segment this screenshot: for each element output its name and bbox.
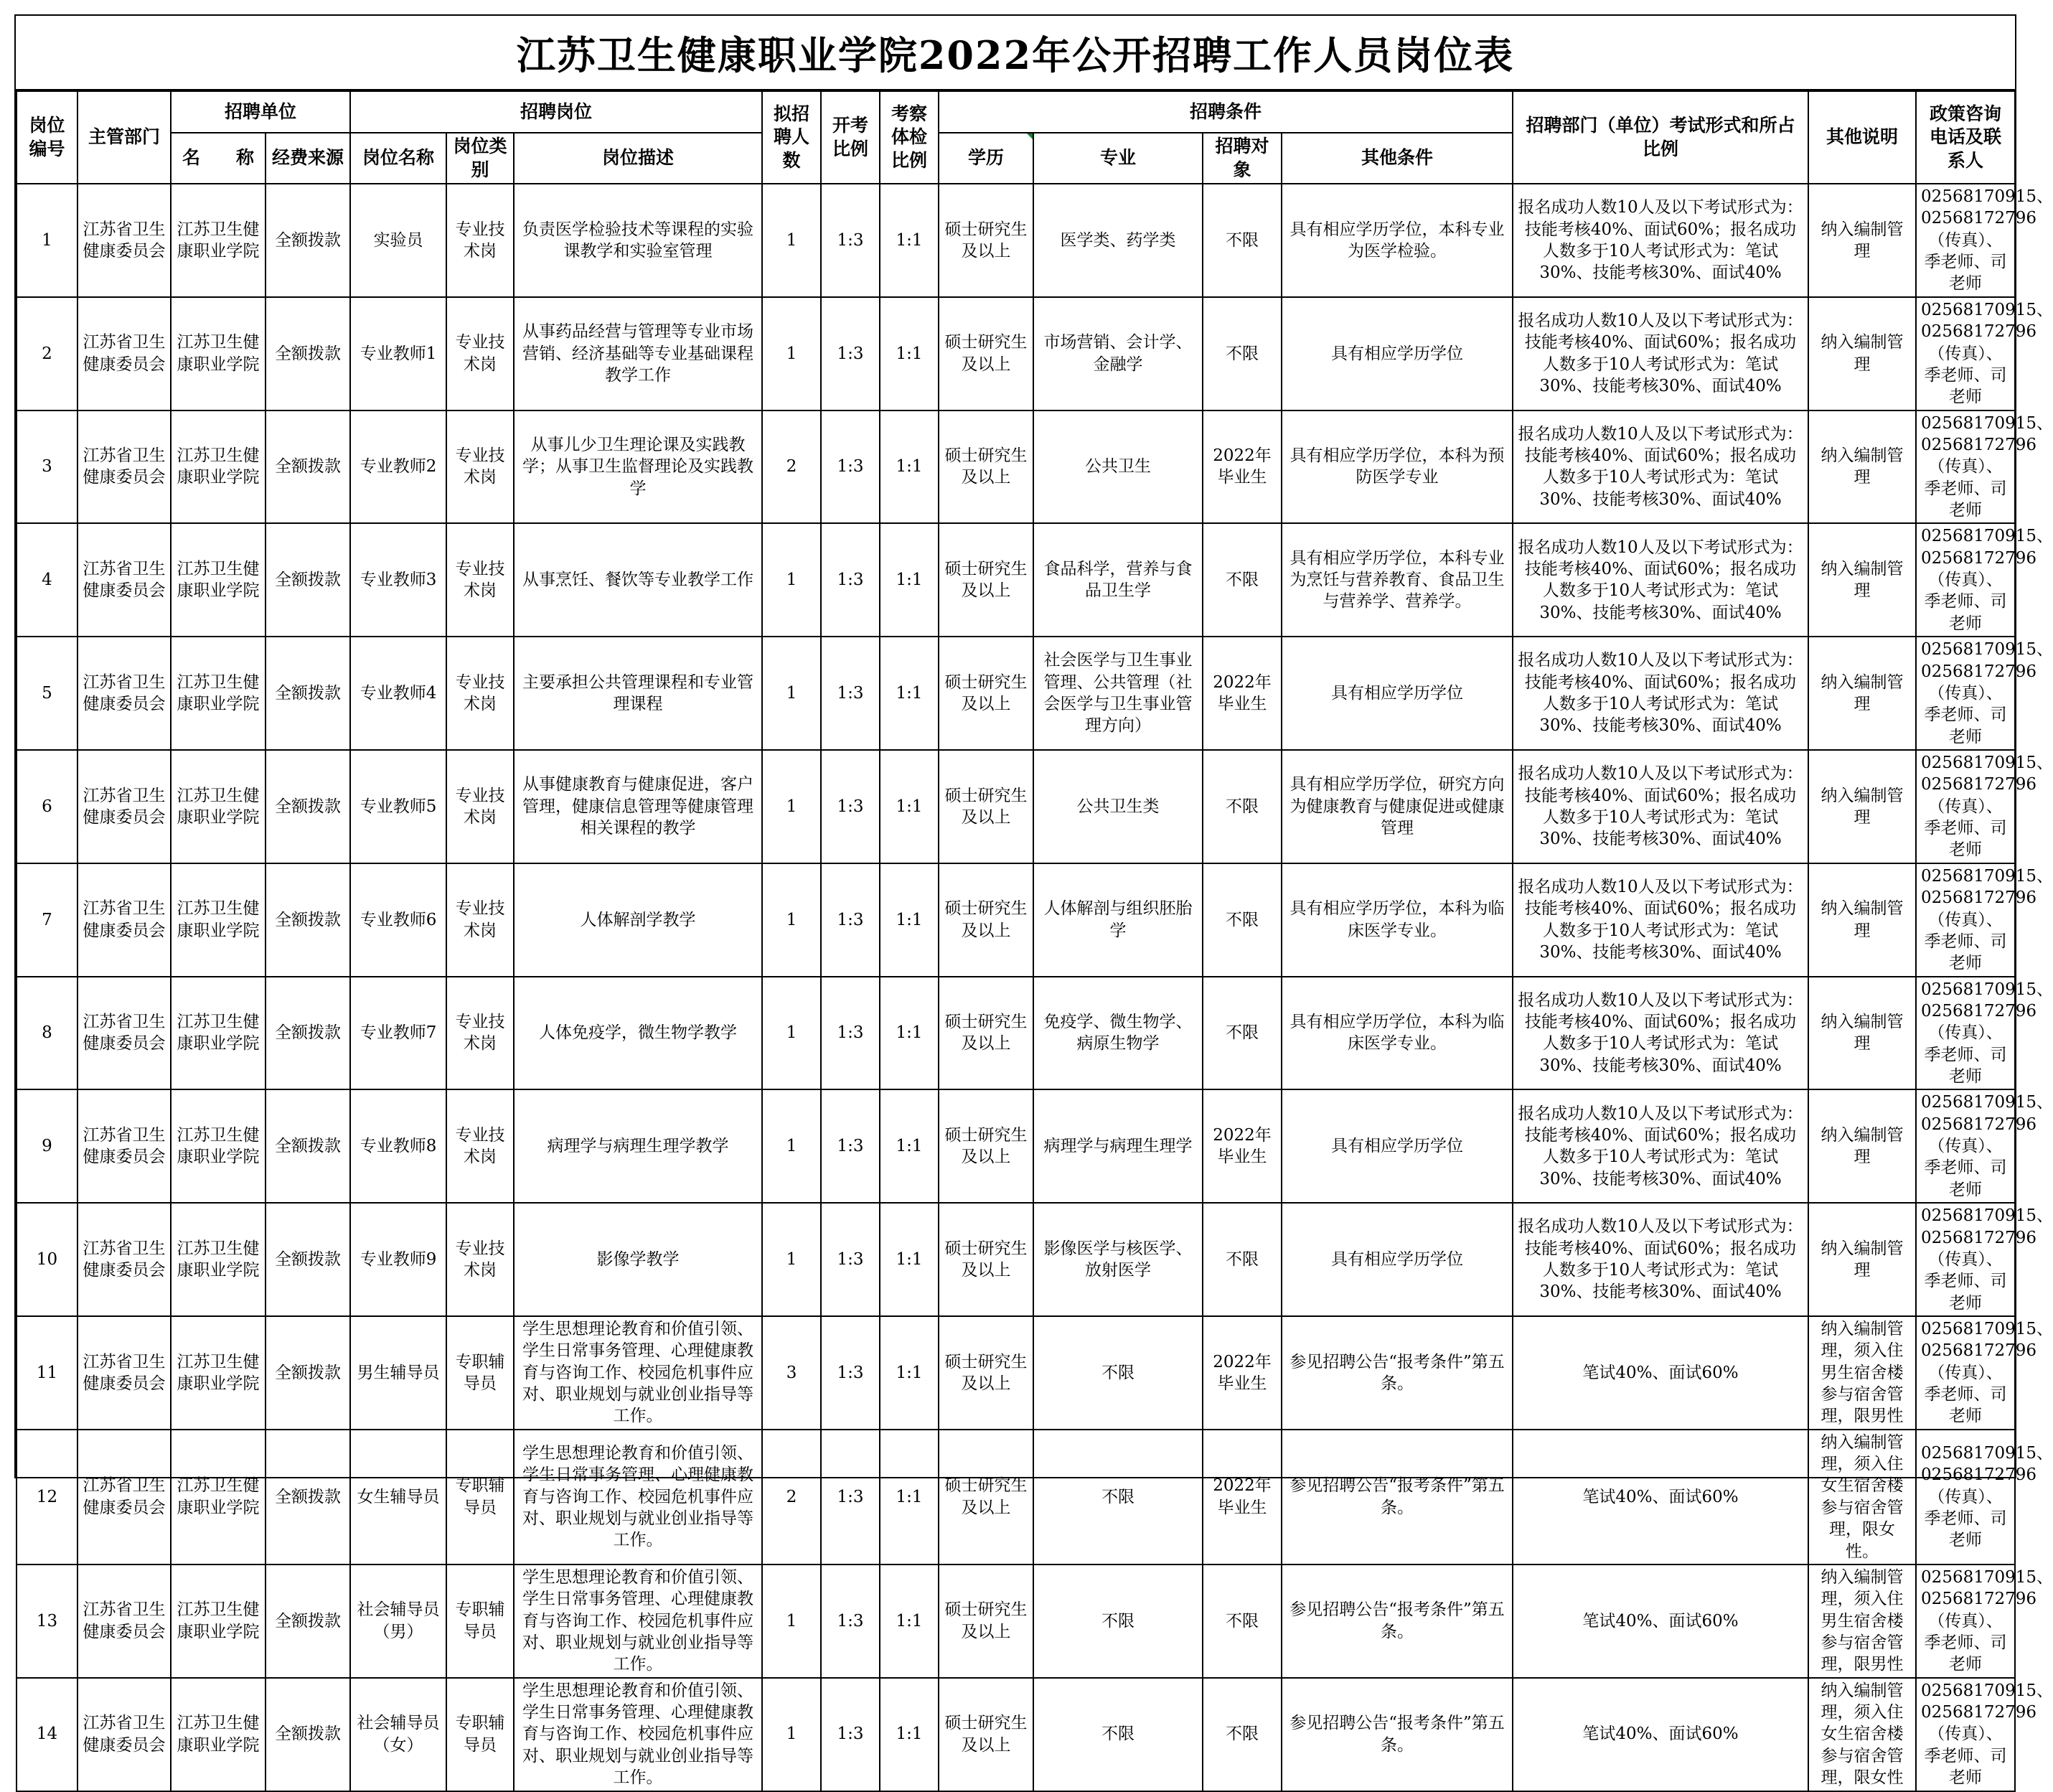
cell-target: 2022年毕业生: [1203, 637, 1282, 750]
cell-other-conditions: 参见招聘公告“报考条件”第五条。: [1282, 1678, 1513, 1791]
cell-target: 不限: [1203, 1203, 1282, 1316]
cell-post-desc: 学生思想理论教育和价值引领、学生日常事务管理、心理健康教育与咨询工作、校园危机事件应对、职业规划与就业创业指导等工作。: [514, 1430, 762, 1565]
cell-department: 江苏省卫生健康委员会: [77, 977, 171, 1090]
cell-contact: 02568170915、02568172796（传真）、季老师、司老师: [1916, 1316, 2015, 1430]
header-ratio: 开考比例: [821, 91, 880, 184]
cell-major: 病理学与病理生理学: [1033, 1089, 1203, 1203]
cell-major: 不限: [1033, 1565, 1203, 1678]
table-row: [17, 637, 2015, 750]
cell-funding: 全额拨款: [266, 863, 350, 977]
cell-post-desc: 从事药品经营与管理等专业市场营销、经济基础等专业基础课程教学工作: [514, 297, 762, 411]
cell-post-no: 1: [17, 184, 77, 297]
cell-post-name: 专业教师9: [350, 1203, 446, 1316]
cell-post-type: 专职辅导员: [446, 1565, 514, 1678]
cell-unit-name: 江苏卫生健康职业学院: [171, 863, 266, 977]
cell-note: 纳入编制管理: [1808, 523, 1916, 637]
cell-post-no: 11: [17, 1316, 77, 1430]
cell-post-desc: 学生思想理论教育和价值引领、学生日常事务管理、心理健康教育与咨询工作、校园危机事件应对、职业规划与就业创业指导等工作。: [514, 1565, 762, 1678]
cell-post-name: 专业教师3: [350, 523, 446, 637]
cell-exam-ratio: 1:1: [880, 1678, 939, 1791]
cell-funding: 全额拨款: [266, 184, 350, 297]
cell-note: 纳入编制管理: [1808, 863, 1916, 977]
cell-ratio: 1:3: [821, 523, 880, 637]
cell-exam-form: 报名成功人数10人及以下考试形式为：技能考核40%、面试60%；报名成功人数多于10人考试形式为：笔试30%、技能考核30%、面试40%: [1513, 297, 1808, 411]
table-row: [17, 184, 2015, 297]
cell-post-no: 14: [17, 1678, 77, 1791]
cell-exam-ratio: 1:1: [880, 863, 939, 977]
cell-unit-name: 江苏卫生健康职业学院: [171, 1316, 266, 1430]
cell-contact: 02568170915、02568172796（传真）、季老师、司老师: [1916, 1565, 2015, 1678]
cell-note: 纳入编制管理: [1808, 411, 1916, 524]
header-education: 学历: [939, 133, 1033, 184]
cell-exam-form: 报名成功人数10人及以下考试形式为：技能考核40%、面试60%；报名成功人数多于10人考试形式为：笔试30%、技能考核30%、面试40%: [1513, 977, 1808, 1090]
cell-education: 硕士研究生及以上: [939, 1203, 1033, 1316]
cell-ratio: 1:3: [821, 184, 880, 297]
cell-note: 纳入编制管理，须入住女生宿舍楼参与宿舍管理，限女性。: [1808, 1430, 1916, 1565]
cell-ratio: 1:3: [821, 863, 880, 977]
cell-post-name: 专业教师7: [350, 977, 446, 1090]
cell-count: 2: [762, 411, 821, 524]
cell-unit-name: 江苏卫生健康职业学院: [171, 1565, 266, 1678]
header-note: 其他说明: [1808, 91, 1916, 184]
cell-funding: 全额拨款: [266, 297, 350, 411]
cell-count: 1: [762, 1678, 821, 1791]
cell-post-type: 专业技术岗: [446, 637, 514, 750]
table-row: [17, 411, 2015, 524]
cell-exam-ratio: 1:1: [880, 1089, 939, 1203]
cell-department: 江苏省卫生健康委员会: [77, 863, 171, 977]
header-contact: 政策咨询电话及联系人: [1916, 91, 2015, 184]
cell-exam-form: 报名成功人数10人及以下考试形式为：技能考核40%、面试60%；报名成功人数多于10人考试形式为：笔试30%、技能考核30%、面试40%: [1513, 750, 1808, 863]
cell-exam-ratio: 1:1: [880, 1430, 939, 1565]
cell-funding: 全额拨款: [266, 977, 350, 1090]
cell-other-conditions: 具有相应学历学位，研究方向为健康教育与健康促进或健康管理: [1282, 750, 1513, 863]
cell-exam-ratio: 1:1: [880, 523, 939, 637]
cell-exam-form: 笔试40%、面试60%: [1513, 1565, 1808, 1678]
cell-count: 3: [762, 1316, 821, 1430]
cell-target: 不限: [1203, 750, 1282, 863]
cell-department: 江苏省卫生健康委员会: [77, 184, 171, 297]
cell-exam-form: 报名成功人数10人及以下考试形式为：技能考核40%、面试60%；报名成功人数多于10人考试形式为：笔试30%、技能考核30%、面试40%: [1513, 1203, 1808, 1316]
cell-target: 2022年毕业生: [1203, 1316, 1282, 1430]
cell-other-conditions: 具有相应学历学位，本科专业为医学检验。: [1282, 184, 1513, 297]
cell-department: 江苏省卫生健康委员会: [77, 297, 171, 411]
header-post-name: 岗位名称: [350, 133, 446, 184]
cell-target: 不限: [1203, 863, 1282, 977]
table-row: [17, 1316, 2015, 1430]
cell-exam-ratio: 1:1: [880, 411, 939, 524]
cell-other-conditions: 具有相应学历学位: [1282, 1203, 1513, 1316]
cell-ratio: 1:3: [821, 297, 880, 411]
cell-note: 纳入编制管理，须入住男生宿舍楼参与宿舍管理，限男性: [1808, 1565, 1916, 1678]
cell-funding: 全额拨款: [266, 411, 350, 524]
cell-count: 1: [762, 637, 821, 750]
cell-count: 1: [762, 1565, 821, 1678]
cell-education: 硕士研究生及以上: [939, 1089, 1033, 1203]
cell-post-name: 专业教师1: [350, 297, 446, 411]
cell-education: 硕士研究生及以上: [939, 523, 1033, 637]
cell-post-no: 6: [17, 750, 77, 863]
cell-ratio: 1:3: [821, 977, 880, 1090]
cell-contact: 02568170915、02568172796（传真）、季老师、司老师: [1916, 297, 2015, 411]
cell-exam-form: 笔试40%、面试60%: [1513, 1678, 1808, 1791]
header-unit-group: 招聘单位: [171, 91, 350, 133]
cell-ratio: 1:3: [821, 750, 880, 863]
cell-note: 纳入编制管理，须入住女生宿舍楼参与宿舍管理，限女性: [1808, 1678, 1916, 1791]
cell-post-no: 13: [17, 1565, 77, 1678]
cell-post-type: 专职辅导员: [446, 1316, 514, 1430]
cell-count: 1: [762, 750, 821, 863]
cell-target: 2022年毕业生: [1203, 1089, 1282, 1203]
cell-post-desc: 病理学与病理生理学教学: [514, 1089, 762, 1203]
cell-unit-name: 江苏卫生健康职业学院: [171, 1678, 266, 1791]
cell-major: 社会医学与卫生事业管理、公共管理（社会医学与卫生事业管理方向）: [1033, 637, 1203, 750]
cell-post-name: 实验员: [350, 184, 446, 297]
cell-post-desc: 主要承担公共管理课程和专业管理课程: [514, 637, 762, 750]
cell-other-conditions: 具有相应学历学位: [1282, 637, 1513, 750]
cell-count: 1: [762, 184, 821, 297]
cell-post-no: 9: [17, 1089, 77, 1203]
cell-post-type: 专业技术岗: [446, 523, 514, 637]
cell-post-no: 12: [17, 1430, 77, 1565]
recruitment-table: [16, 90, 2053, 1792]
cell-unit-name: 江苏卫生健康职业学院: [171, 411, 266, 524]
cell-unit-name: 江苏卫生健康职业学院: [171, 1203, 266, 1316]
cell-contact: 02568170915、02568172796（传真）、季老师、司老师: [1916, 411, 2015, 524]
cell-note: 纳入编制管理: [1808, 977, 1916, 1090]
cell-count: 2: [762, 1430, 821, 1565]
header-count: 拟招聘人数: [762, 91, 821, 184]
cell-post-no: 2: [17, 297, 77, 411]
cell-note: 纳入编制管理: [1808, 750, 1916, 863]
cell-post-name: 女生辅导员: [350, 1430, 446, 1565]
cell-contact: 02568170915、02568172796（传真）、季老师、司老师: [1916, 750, 2015, 863]
cell-contact: 02568170915、02568172796（传真）、季老师、司老师: [1916, 1678, 2015, 1791]
cell-education: 硕士研究生及以上: [939, 1678, 1033, 1791]
cell-unit-name: 江苏卫生健康职业学院: [171, 297, 266, 411]
cell-major: 不限: [1033, 1430, 1203, 1565]
cell-post-type: 专业技术岗: [446, 863, 514, 977]
cell-post-desc: 学生思想理论教育和价值引领、学生日常事务管理、心理健康教育与咨询工作、校园危机事件应对、职业规划与就业创业指导等工作。: [514, 1678, 762, 1791]
header-exam-ratio: 考察体检比例: [880, 91, 939, 184]
header-conditions-group: 招聘条件: [939, 91, 1513, 133]
table-row: [17, 297, 2015, 411]
cell-department: 江苏省卫生健康委员会: [77, 1089, 171, 1203]
cell-post-no: 5: [17, 637, 77, 750]
cell-funding: 全额拨款: [266, 1089, 350, 1203]
cell-note: 纳入编制管理: [1808, 184, 1916, 297]
table-row: [17, 863, 2015, 977]
cell-post-name: 专业教师4: [350, 637, 446, 750]
cell-post-no: 10: [17, 1203, 77, 1316]
table-row: [17, 1565, 2015, 1678]
cell-post-desc: 学生思想理论教育和价值引领、学生日常事务管理、心理健康教育与咨询工作、校园危机事件应对、职业规划与就业创业指导等工作。: [514, 1316, 762, 1430]
header-target: 招聘对象: [1203, 133, 1282, 184]
cell-count: 1: [762, 977, 821, 1090]
cell-major: 不限: [1033, 1316, 1203, 1430]
cell-ratio: 1:3: [821, 411, 880, 524]
cell-unit-name: 江苏卫生健康职业学院: [171, 977, 266, 1090]
cell-note: 纳入编制管理: [1808, 297, 1916, 411]
header-post-type: 岗位类别: [446, 133, 514, 184]
cell-contact: 02568170915、02568172796（传真）、季老师、司老师: [1916, 1430, 2015, 1565]
page-title: 江苏卫生健康职业学院2022年公开招聘工作人员岗位表: [16, 16, 2015, 90]
cell-education: 硕士研究生及以上: [939, 184, 1033, 297]
cell-contact: 02568170915、02568172796（传真）、季老师、司老师: [1916, 523, 2015, 637]
cell-ratio: 1:3: [821, 1678, 880, 1791]
cell-post-desc: 人体解剖学教学: [514, 863, 762, 977]
header-funding: 经费来源: [266, 133, 350, 184]
cell-note: 纳入编制管理: [1808, 637, 1916, 750]
cell-post-desc: 人体免疫学，微生物学教学: [514, 977, 762, 1090]
cell-funding: 全额拨款: [266, 750, 350, 863]
cell-ratio: 1:3: [821, 1203, 880, 1316]
cell-major: 公共卫生: [1033, 411, 1203, 524]
cell-department: 江苏省卫生健康委员会: [77, 1430, 171, 1565]
cell-department: 江苏省卫生健康委员会: [77, 750, 171, 863]
cell-unit-name: 江苏卫生健康职业学院: [171, 523, 266, 637]
cell-major: 不限: [1033, 1678, 1203, 1791]
cell-post-name: 社会辅导员（女）: [350, 1678, 446, 1791]
cell-major: 市场营销、会计学、金融学: [1033, 297, 1203, 411]
header-major: 专业: [1033, 133, 1203, 184]
cell-exam-ratio: 1:1: [880, 297, 939, 411]
cell-contact: 02568170915、02568172796（传真）、季老师、司老师: [1916, 184, 2015, 297]
cell-note: 纳入编制管理: [1808, 1203, 1916, 1316]
cell-exam-ratio: 1:1: [880, 184, 939, 297]
cell-education: 硕士研究生及以上: [939, 637, 1033, 750]
table-row: [17, 1430, 2015, 1565]
cell-exam-form: 报名成功人数10人及以下考试形式为：技能考核40%、面试60%；报名成功人数多于10人考试形式为：笔试30%、技能考核30%、面试40%: [1513, 1089, 1808, 1203]
cell-funding: 全额拨款: [266, 1565, 350, 1678]
cell-post-no: 8: [17, 977, 77, 1090]
cell-target: 不限: [1203, 1678, 1282, 1791]
recruitment-sheet: [14, 14, 2053, 1788]
cell-post-name: 社会辅导员（男）: [350, 1565, 446, 1678]
cell-ratio: 1:3: [821, 1430, 880, 1565]
cell-target: 不限: [1203, 184, 1282, 297]
table-header: [17, 91, 2015, 184]
cell-other-conditions: 具有相应学历学位，本科为临床医学专业。: [1282, 863, 1513, 977]
cell-target: 不限: [1203, 523, 1282, 637]
cell-exam-ratio: 1:1: [880, 1316, 939, 1430]
cell-exam-form: 报名成功人数10人及以下考试形式为：技能考核40%、面试60%；报名成功人数多于10人考试形式为：笔试30%、技能考核30%、面试40%: [1513, 637, 1808, 750]
cell-education: 硕士研究生及以上: [939, 750, 1033, 863]
header-unit-name: 名 称: [171, 133, 266, 184]
cell-funding: 全额拨款: [266, 637, 350, 750]
table-body: [17, 184, 2053, 1791]
cell-other-conditions: 具有相应学历学位: [1282, 297, 1513, 411]
cell-major: 人体解剖与组织胚胎学: [1033, 863, 1203, 977]
cell-exam-form: 报名成功人数10人及以下考试形式为：技能考核40%、面试60%；报名成功人数多于10人考试形式为：笔试30%、技能考核30%、面试40%: [1513, 863, 1808, 977]
cell-target: 不限: [1203, 1565, 1282, 1678]
cell-exam-ratio: 1:1: [880, 750, 939, 863]
cell-exam-form: 笔试40%、面试60%: [1513, 1430, 1808, 1565]
cell-contact: 02568170915、02568172796（传真）、季老师、司老师: [1916, 863, 2015, 977]
cell-count: 1: [762, 523, 821, 637]
cell-post-desc: 负责医学检验技术等课程的实验课教学和实验室管理: [514, 184, 762, 297]
cell-post-desc: 从事儿少卫生理论课及实践教学；从事卫生监督理论及实践教学: [514, 411, 762, 524]
cell-exam-form: 报名成功人数10人及以下考试形式为：技能考核40%、面试60%；报名成功人数多于10人考试形式为：笔试30%、技能考核30%、面试40%: [1513, 184, 1808, 297]
cell-exam-ratio: 1:1: [880, 1203, 939, 1316]
cell-other-conditions: 具有相应学历学位，本科为预防医学专业: [1282, 411, 1513, 524]
cell-education: 硕士研究生及以上: [939, 297, 1033, 411]
cell-contact: 02568170915、02568172796（传真）、季老师、司老师: [1916, 977, 2015, 1090]
cell-count: 1: [762, 297, 821, 411]
cell-count: 1: [762, 1089, 821, 1203]
cell-other-conditions: 具有相应学历学位: [1282, 1089, 1513, 1203]
cell-exam-ratio: 1:1: [880, 637, 939, 750]
cell-department: 江苏省卫生健康委员会: [77, 637, 171, 750]
cell-post-desc: 从事健康教育与健康促进，客户管理，健康信息管理等健康管理相关课程的教学: [514, 750, 762, 863]
cell-other-conditions: 具有相应学历学位，本科专业为烹饪与营养教育、食品卫生与营养学、营养学。: [1282, 523, 1513, 637]
cell-unit-name: 江苏卫生健康职业学院: [171, 1430, 266, 1565]
cell-exam-ratio: 1:1: [880, 977, 939, 1090]
cell-exam-form: 报名成功人数10人及以下考试形式为：技能考核40%、面试60%；报名成功人数多于10人考试形式为：笔试30%、技能考核30%、面试40%: [1513, 523, 1808, 637]
cell-education: 硕士研究生及以上: [939, 1316, 1033, 1430]
cell-post-no: 7: [17, 863, 77, 977]
cell-post-desc: 从事烹饪、餐饮等专业教学工作: [514, 523, 762, 637]
cell-contact: 02568170915、02568172796（传真）、季老师、司老师: [1916, 1089, 2015, 1203]
cell-ratio: 1:3: [821, 1316, 880, 1430]
cell-post-name: 专业教师5: [350, 750, 446, 863]
table-row: [17, 1678, 2015, 1791]
cell-major: 影像医学与核医学、放射医学: [1033, 1203, 1203, 1316]
cell-education: 硕士研究生及以上: [939, 411, 1033, 524]
cell-other-conditions: 参见招聘公告“报考条件”第五条。: [1282, 1565, 1513, 1678]
header-post-no: 岗位编号: [17, 91, 77, 184]
cell-contact: 02568170915、02568172796（传真）、季老师、司老师: [1916, 1203, 2015, 1316]
cell-department: 江苏省卫生健康委员会: [77, 1203, 171, 1316]
cell-education: 硕士研究生及以上: [939, 1430, 1033, 1565]
cell-post-type: 专业技术岗: [446, 411, 514, 524]
cell-department: 江苏省卫生健康委员会: [77, 1316, 171, 1430]
cell-ratio: 1:3: [821, 1089, 880, 1203]
cell-other-conditions: 具有相应学历学位，本科为临床医学专业。: [1282, 977, 1513, 1090]
cell-funding: 全额拨款: [266, 523, 350, 637]
cell-unit-name: 江苏卫生健康职业学院: [171, 184, 266, 297]
cell-unit-name: 江苏卫生健康职业学院: [171, 750, 266, 863]
header-department: 主管部门: [77, 91, 171, 184]
cell-post-type: 专业技术岗: [446, 750, 514, 863]
table-row: [17, 977, 2015, 1090]
cell-other-conditions: 参见招聘公告“报考条件”第五条。: [1282, 1430, 1513, 1565]
cell-post-no: 4: [17, 523, 77, 637]
cell-post-name: 专业教师8: [350, 1089, 446, 1203]
cell-ratio: 1:3: [821, 1565, 880, 1678]
cell-contact: 02568170915、02568172796（传真）、季老师、司老师: [1916, 637, 2015, 750]
cell-post-name: 专业教师2: [350, 411, 446, 524]
cell-funding: 全额拨款: [266, 1678, 350, 1791]
cell-unit-name: 江苏卫生健康职业学院: [171, 637, 266, 750]
cell-exam-form: 报名成功人数10人及以下考试形式为：技能考核40%、面试60%；报名成功人数多于10人考试形式为：笔试30%、技能考核30%、面试40%: [1513, 411, 1808, 524]
cell-department: 江苏省卫生健康委员会: [77, 1565, 171, 1678]
table-row: [17, 750, 2015, 863]
cell-post-name: 男生辅导员: [350, 1316, 446, 1430]
cell-education: 硕士研究生及以上: [939, 863, 1033, 977]
cell-major: 公共卫生类: [1033, 750, 1203, 863]
cell-target: 不限: [1203, 297, 1282, 411]
cell-count: 1: [762, 863, 821, 977]
cell-post-no: 3: [17, 411, 77, 524]
cell-post-type: 专业技术岗: [446, 1089, 514, 1203]
header-exam-form: 招聘部门（单位）考试形式和所占比例: [1513, 91, 1808, 184]
cell-post-type: 专业技术岗: [446, 184, 514, 297]
cell-post-type: 专业技术岗: [446, 1203, 514, 1316]
cell-other-conditions: 参见招聘公告“报考条件”第五条。: [1282, 1316, 1513, 1430]
cell-target: 2022年毕业生: [1203, 411, 1282, 524]
cell-post-type: 专职辅导员: [446, 1430, 514, 1565]
cell-post-desc: 影像学教学: [514, 1203, 762, 1316]
cell-target: 不限: [1203, 977, 1282, 1090]
cell-funding: 全额拨款: [266, 1430, 350, 1565]
cell-department: 江苏省卫生健康委员会: [77, 523, 171, 637]
table-row: [17, 1203, 2015, 1316]
cell-funding: 全额拨款: [266, 1316, 350, 1430]
header-post-group: 招聘岗位: [350, 91, 762, 133]
cell-exam-ratio: 1:1: [880, 1565, 939, 1678]
cell-department: 江苏省卫生健康委员会: [77, 1678, 171, 1791]
cell-note: 纳入编制管理: [1808, 1089, 1916, 1203]
cell-note: 纳入编制管理，须入住男生宿舍楼参与宿舍管理，限男性: [1808, 1316, 1916, 1430]
cell-major: 免疫学、微生物学、病原生物学: [1033, 977, 1203, 1090]
cell-major: 医学类、药学类: [1033, 184, 1203, 297]
cell-post-type: 专职辅导员: [446, 1678, 514, 1791]
cell-education: 硕士研究生及以上: [939, 977, 1033, 1090]
cell-post-name: 专业教师6: [350, 863, 446, 977]
header-other-conditions: 其他条件: [1282, 133, 1513, 184]
cell-post-type: 专业技术岗: [446, 977, 514, 1090]
cell-count: 1: [762, 1203, 821, 1316]
cell-major: 食品科学，营养与食品卫生学: [1033, 523, 1203, 637]
cell-unit-name: 江苏卫生健康职业学院: [171, 1089, 266, 1203]
cell-department: 江苏省卫生健康委员会: [77, 411, 171, 524]
table-row: [17, 523, 2015, 637]
cell-education: 硕士研究生及以上: [939, 1565, 1033, 1678]
cell-target: 2022年毕业生: [1203, 1430, 1282, 1565]
table-row: [17, 1089, 2015, 1203]
cell-ratio: 1:3: [821, 637, 880, 750]
cell-exam-form: 笔试40%、面试60%: [1513, 1316, 1808, 1430]
header-post-desc: 岗位描述: [514, 133, 762, 184]
cell-post-type: 专业技术岗: [446, 297, 514, 411]
cell-funding: 全额拨款: [266, 1203, 350, 1316]
